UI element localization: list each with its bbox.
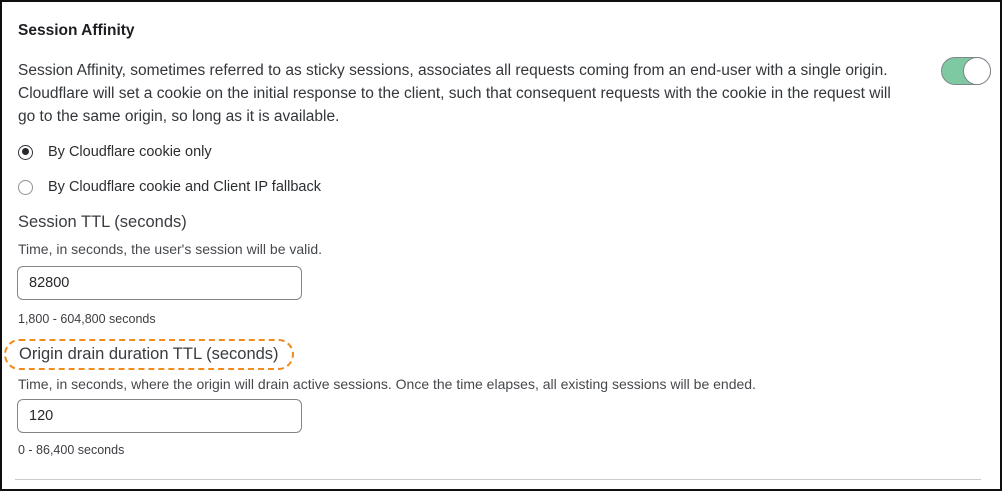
panel-description-line: Session Affinity, sometimes referred to as sticky sessions, associates all requests coming from an end-user with a single origin. (18, 62, 888, 79)
panel-description-line: Cloudflare will set a cookie on the initial response to the client, such that consequent requests with the cookie in the request will (18, 85, 891, 102)
origin-drain-range-hint: 0 - 86,400 seconds (18, 443, 125, 457)
radio-button-icon[interactable] (18, 180, 33, 195)
panel-description-line: go to the same origin, so long as it is available. (18, 108, 340, 125)
session-ttl-input[interactable] (17, 266, 302, 300)
session-ttl-description: Time, in seconds, the user's session will be valid. (18, 241, 323, 257)
origin-drain-highlight (4, 339, 294, 370)
toggle-knob-icon (963, 57, 991, 85)
origin-drain-description: Time, in seconds, where the origin will drain active sessions. Once the time elapses, all existing sessions will be ended. (18, 376, 756, 392)
origin-drain-label: Origin drain duration TTL (seconds) (19, 345, 279, 363)
session-ttl-range-hint: 1,800 - 604,800 seconds (18, 312, 156, 326)
panel-description (18, 59, 923, 128)
session-ttl-label: Session TTL (seconds) (18, 213, 187, 231)
panel-title: Session Affinity (18, 22, 135, 39)
radio-option-label: By Cloudflare cookie only (48, 144, 212, 160)
section-divider (15, 479, 981, 480)
radio-option-label: By Cloudflare cookie and Client IP fallback (48, 179, 321, 195)
radio-button-icon[interactable] (18, 145, 33, 160)
session-affinity-toggle[interactable] (941, 57, 991, 85)
radio-option-cookie-only[interactable] (18, 144, 212, 160)
origin-drain-input[interactable] (17, 399, 302, 433)
radio-option-cookie-and-ip[interactable] (18, 179, 321, 195)
